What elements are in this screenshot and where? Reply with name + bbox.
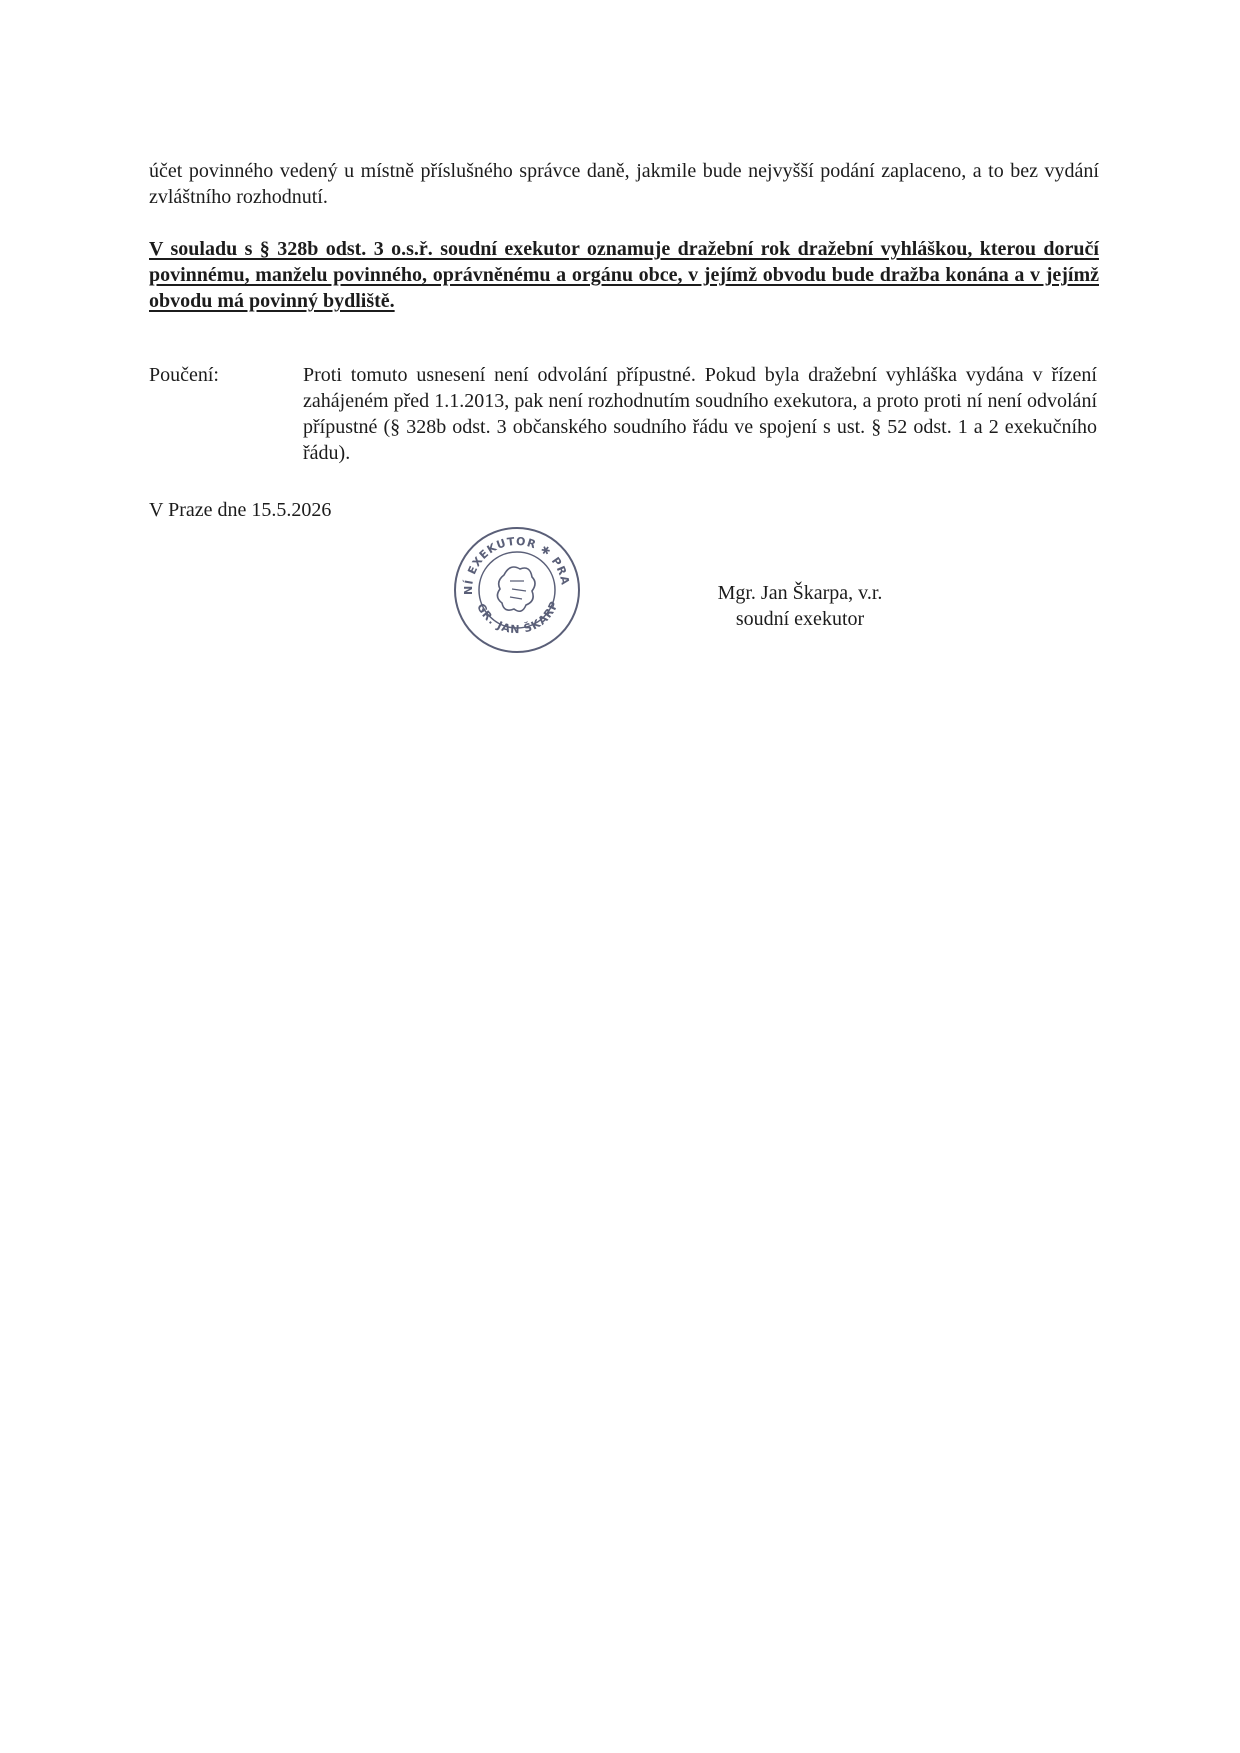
paragraph-auction-notice: V souladu s § 328b odst. 3 o.s.ř. soudní exekutor oznamuje dražební rok dražební vyhláškou, kterou doručí povinnému, manželu povinného, oprávněnému a orgánu obce, v jejímž obvodu bude dražba konána a v jejímž obvodu má povinný bydliště. — [149, 238, 1099, 312]
stamp-seal-icon — [452, 525, 582, 655]
signature-role: soudní exekutor — [735, 608, 865, 630]
instruction-label: Poučení: — [149, 364, 219, 386]
stamp-text-top: NÍ EXEKUTOR ✱ PRA — [461, 534, 572, 596]
stamp-text-bottom: GR. JAN ŠKARP — [474, 599, 561, 637]
instruction-text: Proti tomuto usnesení není odvolání přípustné. Pokud byla dražební vyhláška vydána v řízení zahájeném před 1.1.2013, pak není rozhodnutím soudního exekutora, a proto proti ní není odvolání přípustné (§ 328b odst. 3 občanského soudního řádu ve spojení s ust. § 52 odst. 1 a 2 exekučního řádu). — [303, 364, 1097, 464]
place-and-date: V Praze dne 15.5.2026 — [149, 499, 332, 521]
signature-name: Mgr. Jan Škarpa, v.r. — [717, 582, 883, 604]
signature-block — [700, 580, 900, 632]
official-stamp — [452, 525, 582, 655]
paragraph-payment-account: účet povinného vedený u místně příslušného správce daně, jakmile bude nejvyšší podání zaplaceno, a to bez vydání zvláštního rozhodnutí. — [149, 160, 1099, 208]
